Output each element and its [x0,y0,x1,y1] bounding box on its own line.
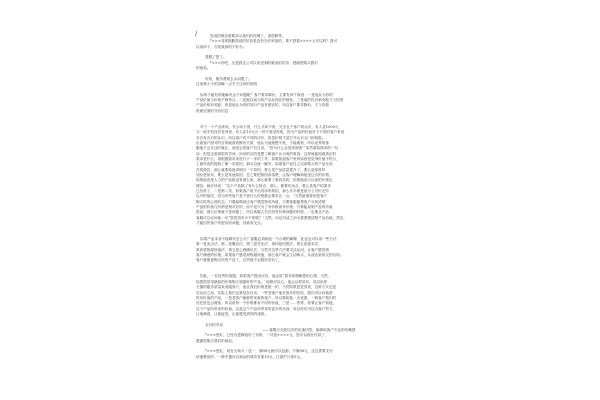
text-line: 对于一个产品来说，什么叫不贵，什么又叫不贵，完全在于客户的认识，有人花1000元 [200,124,339,129]
text-line: 产品价值与价格不相符合；二是他以前买的产品比现在的便宜；三是他的经济承受能力与你的 [196,98,344,103]
text-line: 供有价值的产品，一是老客户能够带来新的客户，所以要给他一点优惠，一般客户我们的 [196,295,337,300]
text-line: 在的便宜，那么就要给他讲明白一下原因，要么是产品质量提升了，要么是原材料 [196,167,326,172]
text-line: 购买时的心理状态，只要能做到让客户感觉物有所值，只要客服能帮客户分析清楚 [196,199,326,204]
text-line: 因此，一位优秀的客服，如果客户提出议价，他会说“我非常理解您的心情，当然， [200,274,332,279]
text-line: 已经高了，二是第二类，如果客户说不出具体的原因，那么多半就是他为了讨价还价 [196,188,329,193]
text-line: 如果产品本身不能降价怎么办？客服必须给他一个合理的解释，此处也可以用一些方法： [200,237,341,242]
text-line: 很高，那么价格就不是问题了，所以客服人员在回答价格问题的时候，一定要从产品 [196,210,329,215]
text-line: 以再问下，否则我真的不好办。 [196,44,247,49]
text-line: 您说的情况需要请示我们的经理了，请您稍等。 [210,34,286,38]
text-line: 便宜，就应该说：“这个产品除了有什么特点，那么，都要有卖点，要么是客户的需求 [196,183,331,188]
text-line: *×××您好，现在全场买一送一，满98元就可以包邮，不满98元，这边需要支付 [205,349,333,354]
text-line: 以外的原因，因为有些客户是不管什么价格都会要求让一点，”当然最重要的是客户 [196,194,328,199]
text-line: 话，但是这里面很有学问，问话的目的是想了解客户认为贵的原因，这样就能知道真正的 [196,151,337,156]
text-line: 如何才能有效地解决这个问题呢？客户要求降价，主要有四个原因：一是他认为你的 [200,92,333,97]
text-line: 这个产品所带来的价值，以及这个产品所带来的更多的东西，所以你们可以为客户努力， [196,306,337,311]
text-line: 这里我小小的讲解一点关于这块的说明： [196,82,261,87]
text-line: 如果您觉得最低的价格购买到最好的产品。”他绝对信心，他会这样讲价，或以用你 [196,279,328,284]
document-page [195,31,402,396]
text-line: 出面客户面对的目的就我判断有关系，他认为他就想不贵，不能就看，所以优秀的客 [196,140,329,145]
text-line: 好的，服务费看去头问题了。 [205,76,252,81]
text-line: 供最全面的开店信息 [196,108,229,113]
text-line: 支付的对话 [205,322,223,327]
text-line: 客户满意的价格，如果客户感觉到物超所值，那么客户就会主动购买，从而达到成交的目的。 [196,253,344,258]
text-line: 客户就愿意购买你的产品了，自然就不会跟你讲价了。 [196,258,283,263]
text-line: 我服了您了。 [205,55,227,60]
margin-mark: / [195,31,198,38]
text-line: 在运用之前，实际上我们也算是在付出，一些老客户他有很多的经验，我们可以向他提 [196,290,333,295]
text-line: 客服可以反问他一句“您觉得多少不贵呢？”当然，问这句话之前无要要想清楚产品价值，然后， [196,215,348,220]
text-line: *×××非常抱歉您说的折扣是没有办法审批的，要不您看××××元可以吗？我可 [210,39,338,44]
text-line: 产品的价值与价格是相对应的，而不是只为了争价格而争价格，只要能说明产品的价值 [196,205,333,209]
text-line: ——客服行完款以后的迅速回答，能够给客户专业的信赖感 [262,327,356,332]
text-line: *×××好吧，这是我这公司以来见到的最低的折扣，感谢您购买我们 [210,60,318,65]
text-line: 服他不会在这时就让，而是会把客户拉过来，“你为什么会觉得贵呢”“虽然看似简单的一句 [196,146,339,151]
text-line: 产品价格有差距；四是他认为你的同行产品有便宜的，所以客户要求降价，才与你做 [196,103,329,108]
text-line: 让他满意，让他接受，让他感受到你的诚意。 [196,311,268,316]
text-line: 需求是什么，再根据需求来进行下一步的工作，如果知道客户贵的原因是觉得价值不符合， [196,156,340,161]
text-line: *×××您好，已经为您修改好了价格，一共是××××元，您可以现在付款了， [205,333,329,338]
text-line: 感谢您购买我们的商品。 [196,338,236,343]
text-line: 上面所说的提到了哪一类原因，那可以逐一解决，如果客户说自己以前购买的产品比现 [196,162,333,167]
text-line: 才能回答客户所提出的问题，找到成交点。 [196,221,265,226]
text-line: 的商品。 [196,66,211,71]
text-line: 第一是卖点法，第二是赠品法，第三是对比法，第四是回报法，第五是需求法， [196,242,322,247]
text-line: 各自有各自的认识，所以客户有不同的评价，但是价格才是打开认识大门的钥匙。 [196,135,326,140]
text-line: 快递费用的，一般中通可以到达的城市首重10元，江浙沪只需5元。 [196,354,304,359]
text-line: 第四是物超所值法，第五是心理满足法，当然对这些方法要灵活运用，让客户感觉到 [196,247,329,252]
text-line: 如果他说是人力的产品都没有那么贵，那么就要了第四类的，如果他说买以前的价格也 [196,178,333,183]
text-line: 加价是知识，要么是其他原因，总之要把原因讲清楚，让客户理解和接受这次的价格， [196,172,333,177]
text-line: 买一部手机没有觉得贵，有人花10元买一份午饭觉得贵，因为产品的价值对于不同的客户来说 [196,130,345,135]
text-line: 信任度也会增加，所以说每一个价格都有不同的价值，三是……等等，你要让客户知道， [196,301,337,306]
text-line: 天猫的服务质量来说服客户，而且我们价格是统一的，当然如果您觉得贵，这种方式也是 [196,285,337,290]
